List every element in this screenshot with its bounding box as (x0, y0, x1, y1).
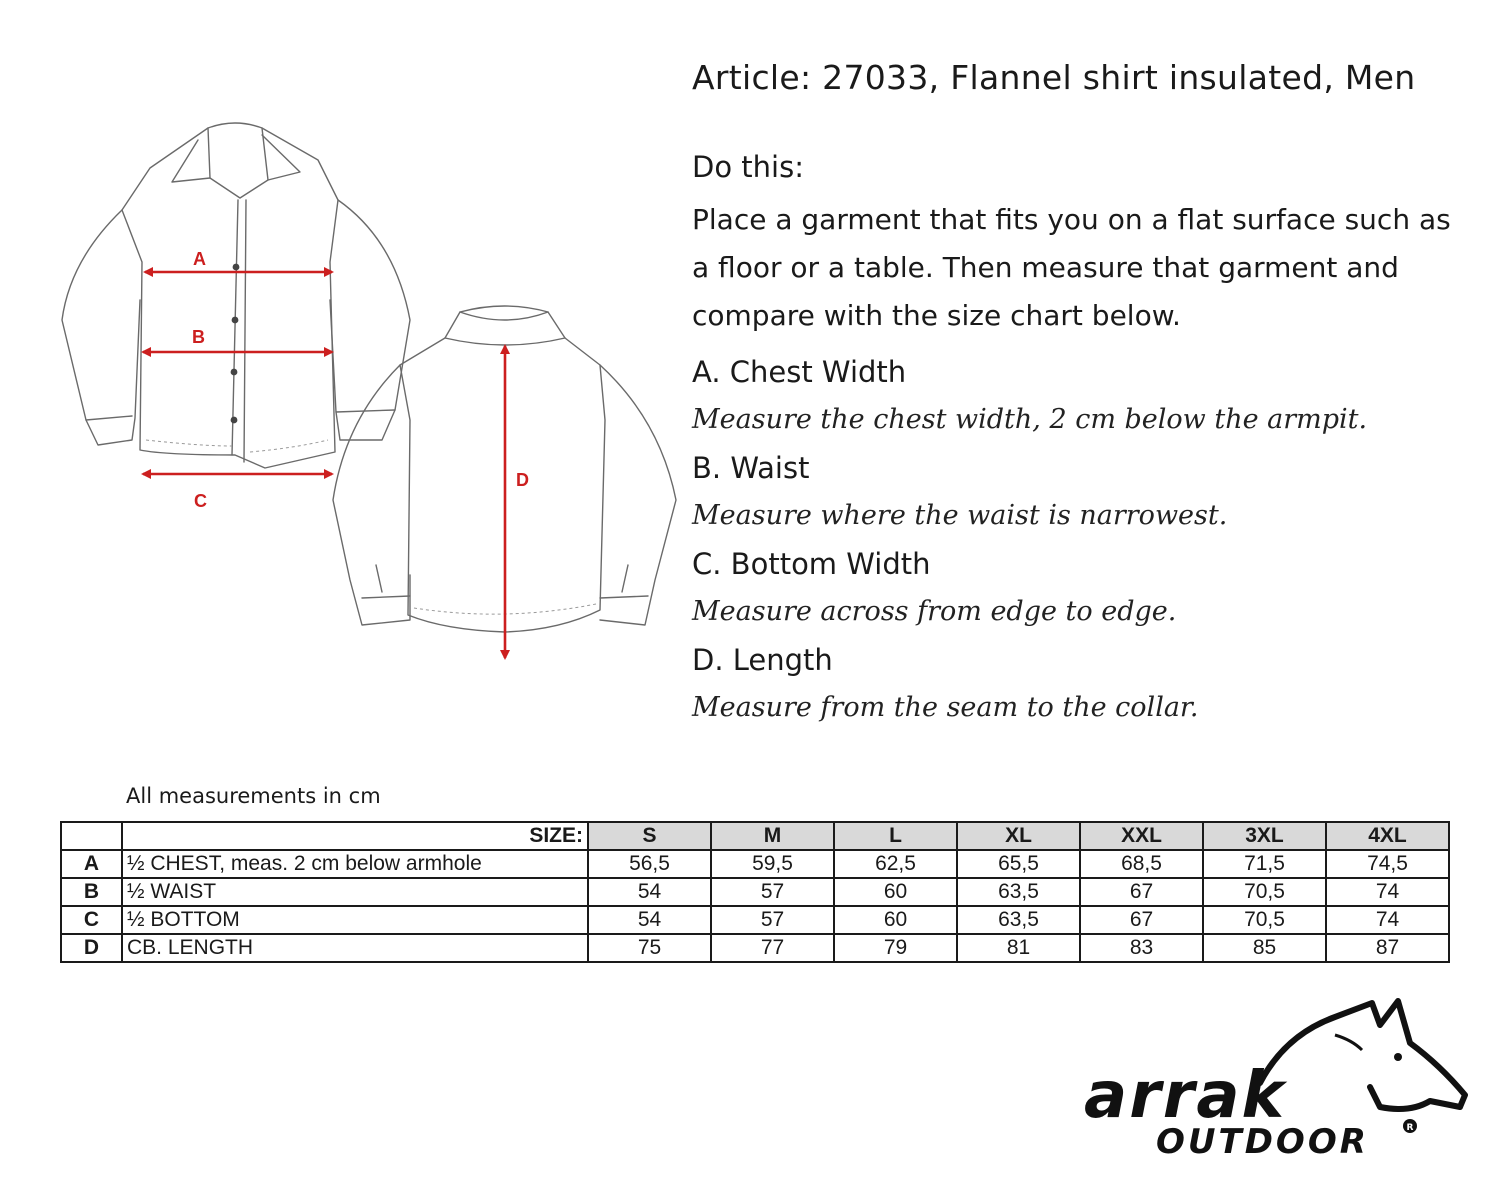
row-letter: C (61, 906, 122, 934)
row-letter: A (61, 850, 122, 878)
table-cell: 77 (711, 934, 834, 962)
table-cell: 87 (1326, 934, 1449, 962)
size-header: S (588, 822, 711, 850)
table-cell: 83 (1080, 934, 1203, 962)
label-c: C (194, 491, 207, 511)
logo-brand-text: arrak (1084, 1059, 1287, 1133)
table-cell: 85 (1203, 934, 1326, 962)
row-label: ½ BOTTOM (122, 906, 588, 934)
table-header-row (61, 822, 1449, 850)
table-cell: 60 (834, 878, 957, 906)
page-title: Article: 27033, Flannel shirt insulated, Men (692, 58, 1416, 97)
measure-b-title: B. Waist (692, 451, 810, 485)
size-header: M (711, 822, 834, 850)
measure-c-title: C. Bottom Width (692, 547, 931, 581)
table-cell: 75 (588, 934, 711, 962)
measure-d-text: Measure from the seam to the collar. (692, 692, 1199, 723)
measure-d-title: D. Length (692, 643, 833, 677)
shirt-illustration (0, 0, 690, 720)
row-label: ½ WAIST (122, 878, 588, 906)
label-d: D (516, 470, 529, 490)
table-cell: 68,5 (1080, 850, 1203, 878)
table-row (61, 906, 1449, 934)
unit-note: All measurements in cm (126, 784, 381, 808)
shirt-front-drawing (62, 123, 410, 468)
table-cell: 57 (711, 878, 834, 906)
row-label: CB. LENGTH (122, 934, 588, 962)
table-cell: 74 (1326, 878, 1449, 906)
row-letter: D (61, 934, 122, 962)
label-a: A (193, 249, 206, 269)
arrak-outdoor-logo (1080, 995, 1470, 1160)
table-cell: 63,5 (957, 906, 1080, 934)
table-cell: 62,5 (834, 850, 957, 878)
table-cell: 60 (834, 906, 957, 934)
table-cell: 59,5 (711, 850, 834, 878)
measure-b-text: Measure where the waist is narrowest. (692, 500, 1228, 531)
table-cell: 67 (1080, 906, 1203, 934)
size-chart-table (60, 821, 1450, 963)
table-row (61, 934, 1449, 962)
table-cell: 74 (1326, 906, 1449, 934)
table-cell: 70,5 (1203, 906, 1326, 934)
table-cell: 54 (588, 906, 711, 934)
label-b: B (192, 327, 205, 347)
size-header: 3XL (1203, 822, 1326, 850)
size-header: 4XL (1326, 822, 1449, 850)
header-corner-cell (61, 822, 122, 850)
size-header: XXL (1080, 822, 1203, 850)
size-header: XL (957, 822, 1080, 850)
dog-head-icon (1260, 1001, 1465, 1109)
table-cell: 57 (711, 906, 834, 934)
table-cell: 70,5 (1203, 878, 1326, 906)
table-cell: 54 (588, 878, 711, 906)
size-label: SIZE: (122, 822, 588, 850)
instructions-body: Place a garment that fits you on a flat surface such as a floor or a table. Then measure that garment and compare with the size chart below. (692, 203, 1451, 332)
registered-mark-text: R (1406, 1123, 1414, 1133)
table-cell: 63,5 (957, 878, 1080, 906)
row-letter: B (61, 878, 122, 906)
table-cell: 67 (1080, 878, 1203, 906)
measure-a-title: A. Chest Width (692, 355, 907, 389)
measure-c-text: Measure across from edge to edge. (692, 596, 1177, 627)
table-row (61, 850, 1449, 878)
table-row (61, 878, 1449, 906)
measure-a-text: Measure the chest width, 2 cm below the armpit. (692, 404, 1368, 435)
row-label: ½ CHEST, meas. 2 cm below armhole (122, 850, 588, 878)
table-cell: 56,5 (588, 850, 711, 878)
table-cell: 79 (834, 934, 957, 962)
table-cell: 81 (957, 934, 1080, 962)
instructions-heading: Do this: (692, 150, 804, 184)
table-cell: 74,5 (1326, 850, 1449, 878)
size-header: L (834, 822, 957, 850)
logo-sub-text: OUTDOOR (1156, 1122, 1369, 1160)
table-cell: 71,5 (1203, 850, 1326, 878)
table-cell: 65,5 (957, 850, 1080, 878)
